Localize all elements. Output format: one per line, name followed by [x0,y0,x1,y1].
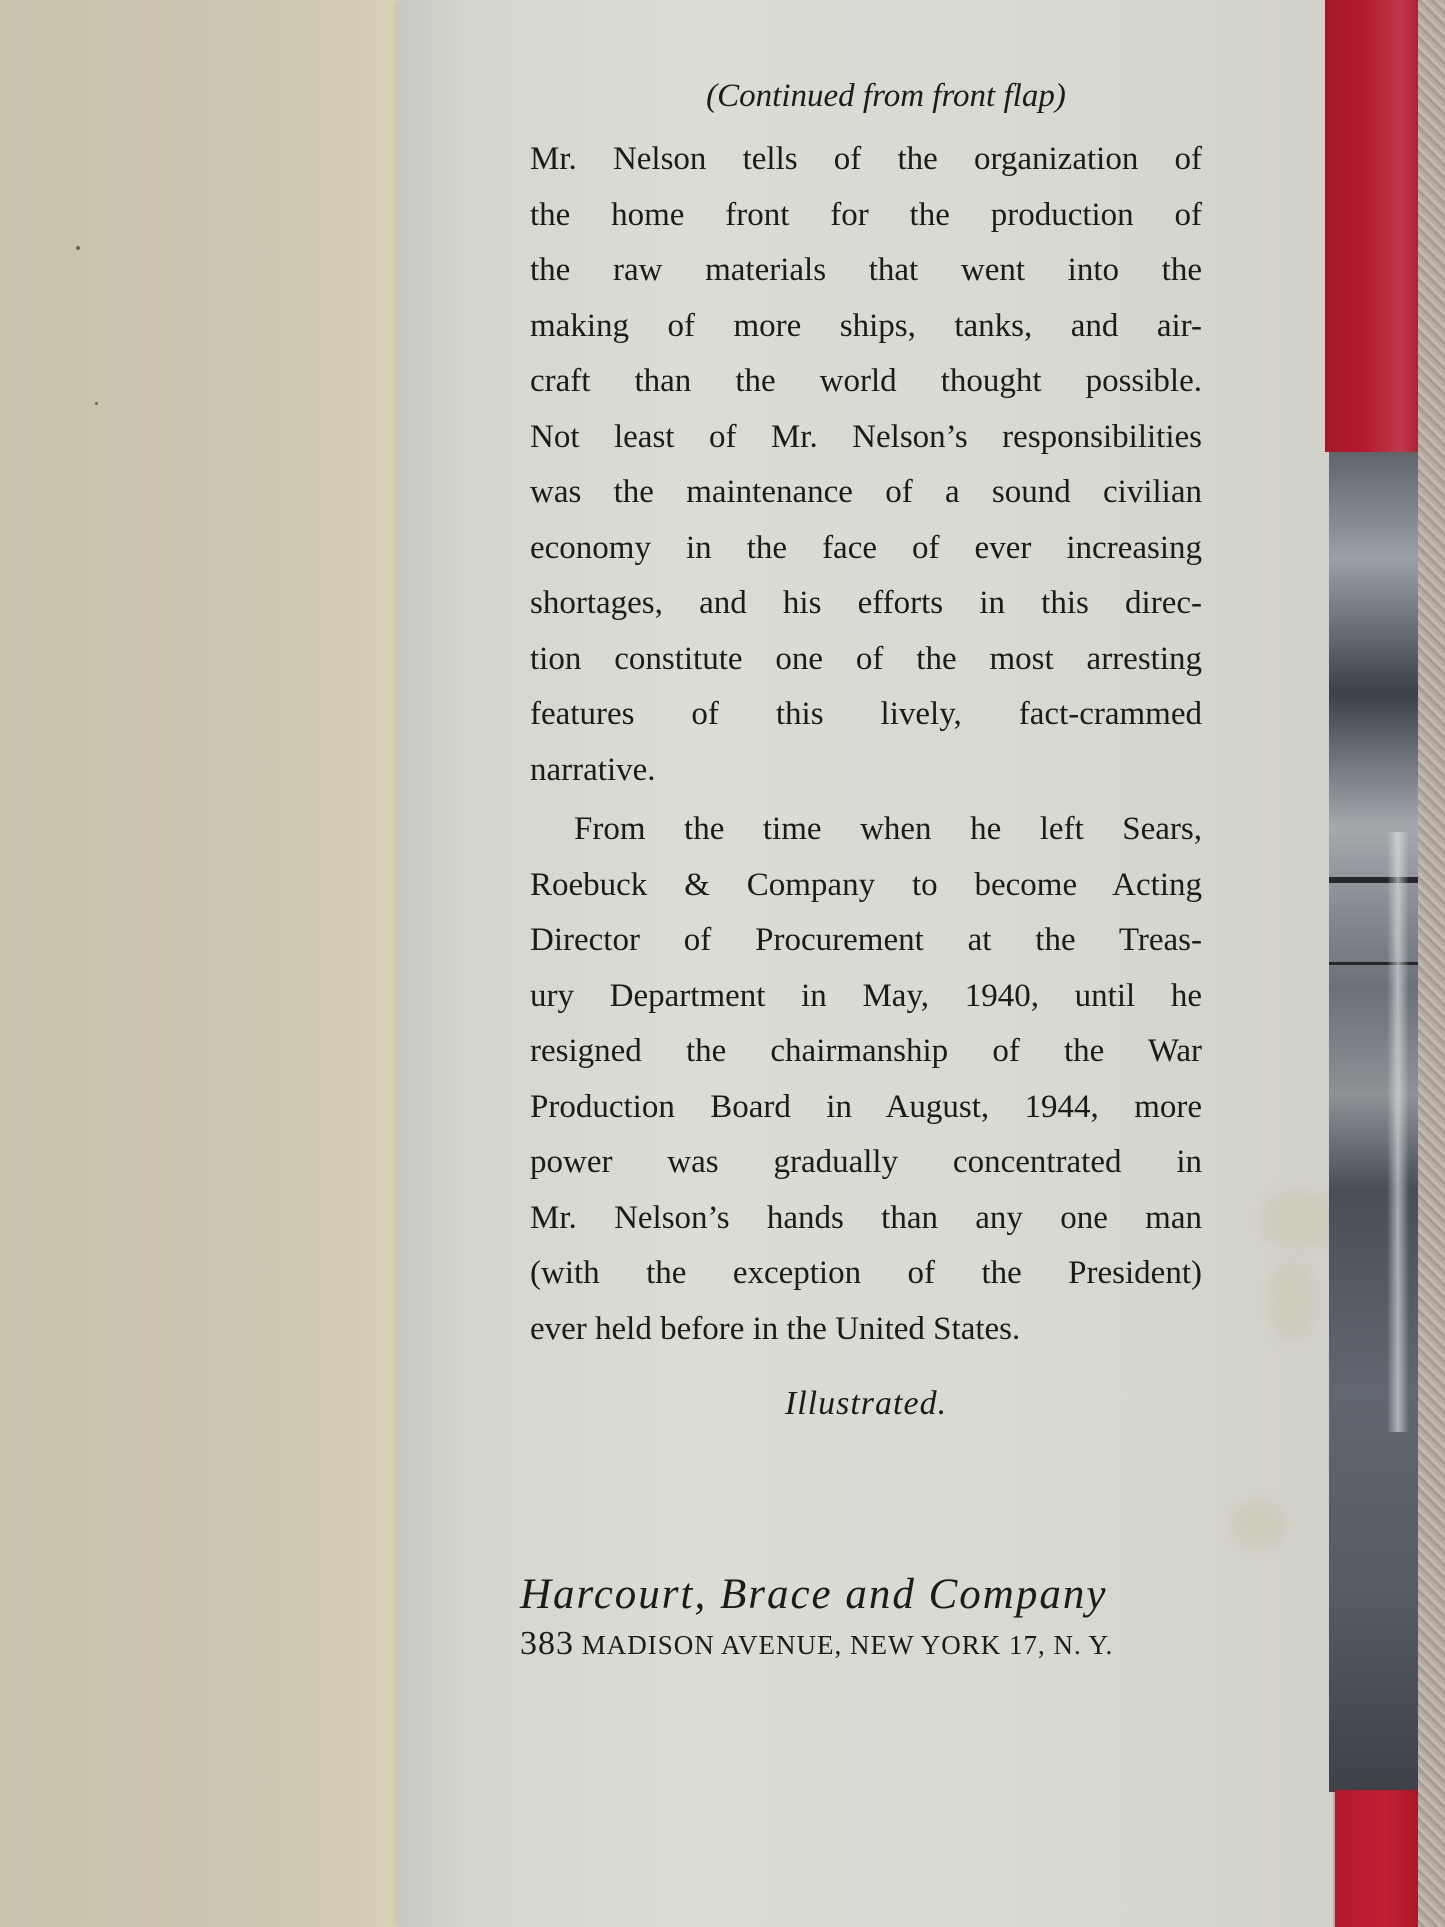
text-line: narrative. [530,751,656,788]
text-line: making of more ships, tanks, and air- [530,307,1202,344]
text-line: shortages, and his efforts in this direc- [530,585,1202,621]
left-endpaper [0,0,402,1927]
paragraph-1 [530,132,1202,798]
publisher-address [520,1625,1220,1663]
text-line: Director of Procurement at the Treas- [530,922,1202,958]
paper-stain [1268,1260,1318,1340]
text-line: the home front for the production of [530,196,1202,233]
address-number: 383 [520,1625,574,1662]
publisher-imprint [520,1570,1220,1663]
paper-stain [1228,1500,1288,1550]
carpet-background [1418,0,1445,1927]
paragraph-2 [530,802,1202,1357]
spine-red-band-top [1325,0,1420,452]
book-spine-edge [1325,0,1420,1927]
text-line: ury Department in May, 1940, until he [530,977,1202,1014]
text-line: was the maintenance of a sound civilian [530,474,1202,510]
paper-speck [95,402,98,405]
text-line: Production Board in August, 1944, more [530,1088,1202,1125]
address-street: MADISON AVENUE, NEW YORK 17, N. Y. [581,1630,1114,1660]
text-line: power was gradually concentrated in [530,1144,1202,1180]
text-line: (with the exception of the President) [530,1255,1202,1291]
spine-photo-illustration [1329,452,1420,1792]
text-line: ever held before in the United States. [530,1310,1021,1347]
paper-speck [76,246,80,250]
text-line: features of this lively, fact-crammed [530,696,1202,732]
text-line: Mr. Nelson tells of the organization of [530,141,1202,177]
text-line: Not least of Mr. Nelson’s responsibilities [530,418,1202,455]
text-line: resigned the chairmanship of the War [530,1033,1202,1069]
flap-text [530,60,1202,1357]
illustrated-note: Illustrated. [784,1385,948,1422]
text-line: Mr. Nelson’s hands than any one man [530,1199,1202,1236]
photo-highlight [1387,832,1409,1432]
text-line: craft than the world thought possible. [530,363,1202,399]
text-line: Roebuck & Company to become Acting [530,866,1202,903]
text-line: economy in the face of ever increasing [530,529,1202,566]
continued-note: (Continued from front flap) [706,78,1066,114]
spine-red-band-bottom [1335,1790,1420,1927]
publisher-name: Harcourt, Brace and Company [520,1571,1108,1618]
text-line: tion constitute one of the most arresting [530,640,1202,677]
text-line: From the time when he left Sears, [574,811,1202,847]
text-line: the raw materials that went into the [530,252,1202,288]
